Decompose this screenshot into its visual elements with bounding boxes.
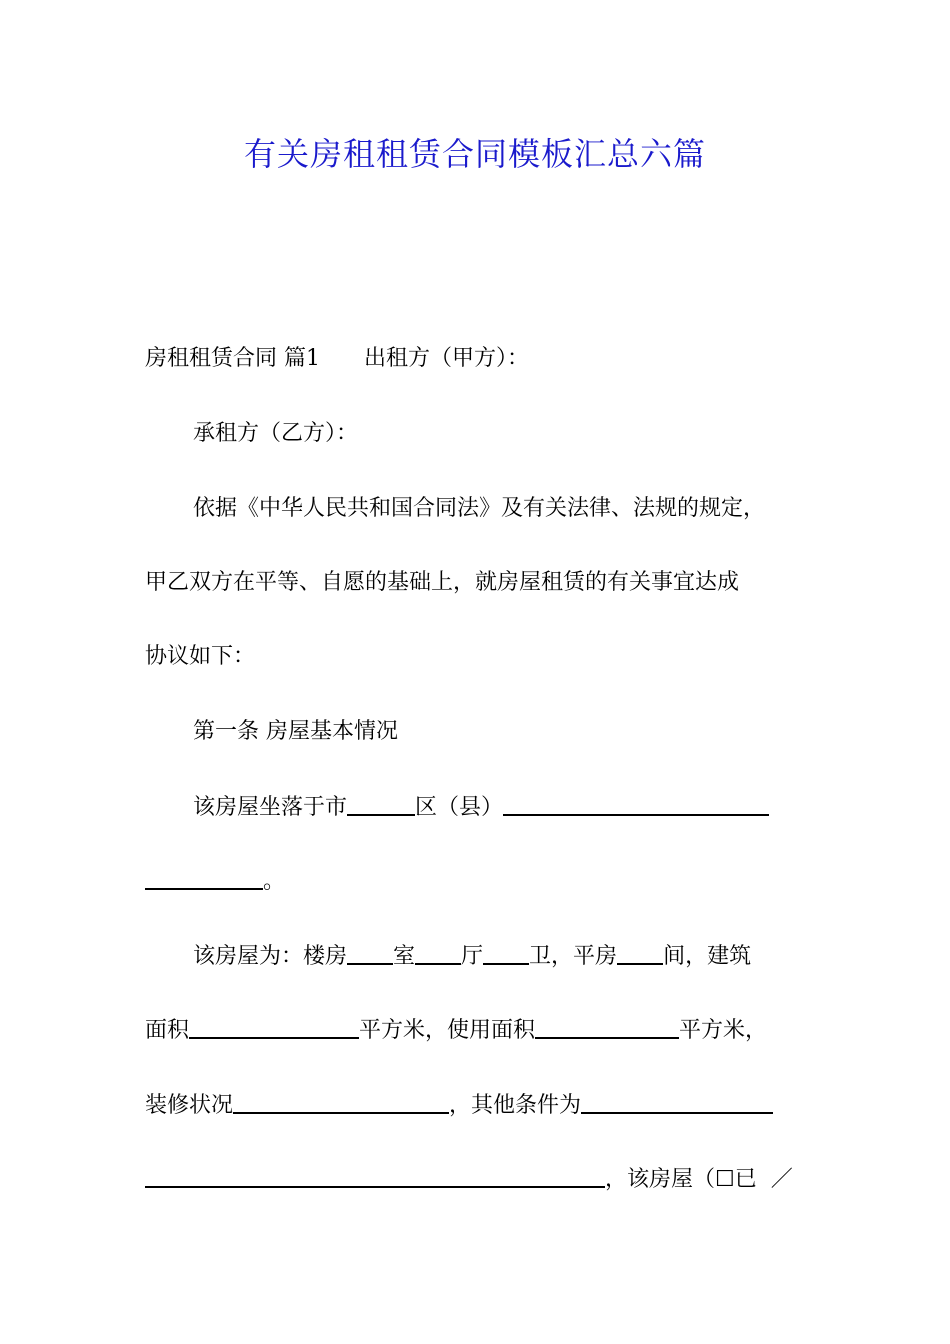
- hall-blank: [415, 943, 461, 965]
- room-label: 室: [393, 944, 416, 969]
- area-sqm-1: 平方米，使用面积: [359, 1018, 536, 1043]
- bath-blank: [483, 943, 529, 965]
- decoration-label: 装修状况: [145, 1093, 234, 1118]
- status-option: 已: [734, 1167, 757, 1192]
- intro-text-2: 甲乙双方在平等、自愿的基础上，就房屋租赁的有关事宜达成: [145, 570, 740, 595]
- other-conditions-blank: [581, 1092, 773, 1114]
- intro-text-1: 依据《中华人民共和国合同法》及有关法律、法规的规定，: [193, 496, 766, 521]
- area-label: 面积: [145, 1018, 190, 1043]
- article-1-title: 房屋基本情况: [266, 719, 399, 744]
- decoration-blank: [233, 1092, 449, 1114]
- lessor-label: 出租方（甲方）：: [364, 346, 530, 371]
- building-area-blank: [189, 1017, 359, 1039]
- bath-label: 卫，平房: [529, 944, 618, 969]
- layout-end: 间，建筑: [663, 944, 752, 969]
- intro-text-3: 协议如下：: [145, 644, 256, 669]
- article-1-number: 第一条: [193, 719, 260, 744]
- section-header-line: [145, 344, 529, 374]
- district-label: 区（县）: [415, 795, 504, 820]
- status-slash: ／: [770, 1167, 793, 1192]
- decoration-line: [145, 1090, 773, 1121]
- location-line-cont: [145, 866, 285, 897]
- checkbox-icon[interactable]: ☐: [715, 1167, 735, 1192]
- address-blank: [145, 868, 263, 890]
- lessee-line: [193, 419, 358, 449]
- district-blank: [503, 794, 769, 816]
- hall-label: 厅: [461, 944, 484, 969]
- status-text: ，该房屋（: [605, 1167, 716, 1192]
- intro-line-3: [145, 642, 255, 672]
- location-prefix: 该房屋坐落于市: [193, 795, 348, 820]
- layout-line: [193, 941, 751, 972]
- usable-area-blank: [535, 1017, 679, 1039]
- other-conditions-blank-cont: [145, 1166, 605, 1188]
- layout-prefix: 该房屋为：楼房: [193, 944, 348, 969]
- article-1-heading: [193, 717, 398, 747]
- section-number: 篇1: [284, 346, 321, 371]
- room-blank: [347, 943, 393, 965]
- section-heading: 房租租赁合同: [145, 346, 278, 371]
- location-end: 。: [263, 869, 286, 894]
- area-line: [145, 1015, 767, 1046]
- status-line: [145, 1164, 793, 1195]
- document-title: 有关房租租赁合同模板汇总六篇: [243, 135, 706, 173]
- intro-line-2: [145, 568, 739, 598]
- location-line: [193, 792, 769, 823]
- area-sqm-2: 平方米，: [679, 1018, 768, 1043]
- bungalow-blank: [617, 943, 663, 965]
- intro-line-1: [193, 494, 765, 524]
- city-blank: [347, 794, 415, 816]
- other-conditions-label: ，其他条件为: [449, 1093, 582, 1118]
- lessee-label: 承租方（乙方）：: [193, 421, 359, 446]
